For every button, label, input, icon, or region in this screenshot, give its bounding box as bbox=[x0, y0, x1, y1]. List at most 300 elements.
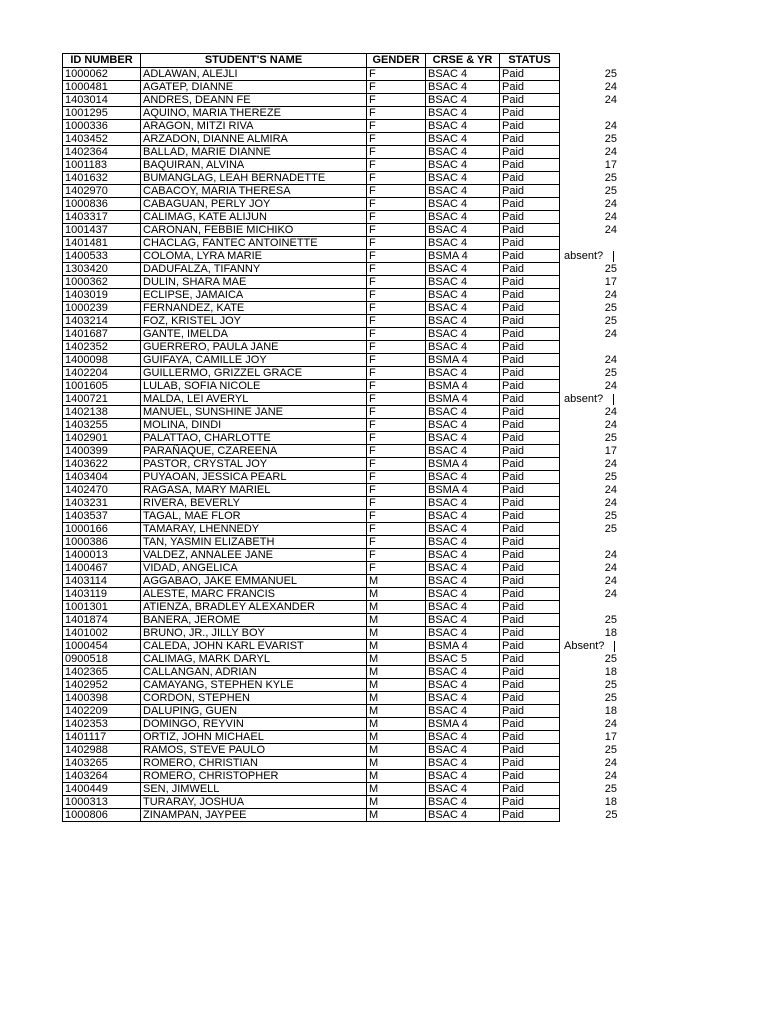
table-row bbox=[63, 380, 624, 393]
student-name-cell: FERNANDEZ, KATE bbox=[141, 302, 367, 315]
note-cell: 25 bbox=[604, 614, 617, 626]
course-year-cell: BSMA 4 bbox=[426, 718, 500, 731]
note-cell: 24 bbox=[604, 562, 617, 574]
table-row bbox=[63, 497, 624, 510]
id-number-cell: 1303420 bbox=[63, 263, 141, 276]
table-row bbox=[63, 718, 624, 731]
student-name-cell: TAN, YASMIN ELIZABETH bbox=[141, 536, 367, 549]
note-cell: 18 bbox=[604, 627, 617, 639]
gender-cell: F bbox=[367, 120, 426, 133]
student-name-cell: CALIMAG, MARK DARYL bbox=[141, 653, 367, 666]
student-name-cell: AQUINO, MARIA THEREZE bbox=[141, 107, 367, 120]
student-name-cell: MOLINA, DINDI bbox=[141, 419, 367, 432]
id-number-cell: 1402138 bbox=[63, 406, 141, 419]
course-year-cell: BSMA 4 bbox=[426, 250, 500, 263]
gender-cell: F bbox=[367, 159, 426, 172]
status-cell: Paid bbox=[500, 458, 560, 471]
course-year-cell: BSAC 4 bbox=[426, 562, 500, 575]
gender-cell: F bbox=[367, 510, 426, 523]
status-cell: Paid bbox=[500, 328, 560, 341]
course-year-cell: BSAC 4 bbox=[426, 68, 500, 81]
status-cell: Paid bbox=[500, 406, 560, 419]
gender-cell: F bbox=[367, 302, 426, 315]
status-cell: Paid bbox=[500, 614, 560, 627]
table-row bbox=[63, 614, 624, 627]
student-name-cell: AGATEP, DIANNE bbox=[141, 81, 367, 94]
student-name-cell: DADUFALZA, TIFANNY bbox=[141, 263, 367, 276]
gender-cell: F bbox=[367, 471, 426, 484]
id-number-cell: 1402204 bbox=[63, 367, 141, 380]
table-row bbox=[63, 302, 624, 315]
gender-cell: F bbox=[367, 315, 426, 328]
student-name-cell: PARAÑAQUE, CZAREENA bbox=[141, 445, 367, 458]
course-year-cell: BSAC 4 bbox=[426, 289, 500, 302]
student-name-cell: TURARAY, JOSHUA bbox=[141, 796, 367, 809]
id-number-cell: 1403317 bbox=[63, 211, 141, 224]
table-row bbox=[63, 198, 624, 211]
gender-cell: F bbox=[367, 81, 426, 94]
note-cell bbox=[560, 601, 624, 614]
note-cell bbox=[560, 237, 624, 250]
note-cell: 25 bbox=[604, 783, 617, 795]
gender-cell: F bbox=[367, 458, 426, 471]
id-number-cell: 1000836 bbox=[63, 198, 141, 211]
note-cell: 17 bbox=[604, 159, 617, 171]
gender-cell: M bbox=[367, 679, 426, 692]
note-cell: 24 bbox=[604, 380, 617, 392]
student-name-cell: BANERA, JEROME bbox=[141, 614, 367, 627]
gender-cell: F bbox=[367, 549, 426, 562]
course-year-cell: BSAC 4 bbox=[426, 107, 500, 120]
id-number-cell: 1403231 bbox=[63, 497, 141, 510]
table-row bbox=[63, 731, 624, 744]
note-cell: 25 bbox=[604, 172, 617, 184]
id-number-cell: 1400449 bbox=[63, 783, 141, 796]
id-number-cell: 1000336 bbox=[63, 120, 141, 133]
cursor-mark bbox=[613, 394, 614, 405]
id-number-cell: 1001183 bbox=[63, 159, 141, 172]
gender-cell: M bbox=[367, 731, 426, 744]
course-year-cell: BSAC 4 bbox=[426, 614, 500, 627]
status-cell: Paid bbox=[500, 81, 560, 94]
status-cell: Paid bbox=[500, 809, 560, 822]
status-cell: Paid bbox=[500, 211, 560, 224]
course-year-cell: BSAC 5 bbox=[426, 653, 500, 666]
id-number-cell: 1402470 bbox=[63, 484, 141, 497]
note-cell: 24 bbox=[604, 770, 617, 782]
id-number-cell: 1400398 bbox=[63, 692, 141, 705]
gender-cell: F bbox=[367, 289, 426, 302]
id-number-cell: 1001295 bbox=[63, 107, 141, 120]
gender-cell: F bbox=[367, 133, 426, 146]
course-year-cell: BSAC 4 bbox=[426, 185, 500, 198]
student-name-cell: CORDON, STEPHEN bbox=[141, 692, 367, 705]
id-number-cell: 1403255 bbox=[63, 419, 141, 432]
course-year-cell: BSAC 4 bbox=[426, 341, 500, 354]
gender-cell: F bbox=[367, 185, 426, 198]
course-year-cell: BSAC 4 bbox=[426, 445, 500, 458]
id-number-cell: 1402970 bbox=[63, 185, 141, 198]
gender-cell: M bbox=[367, 588, 426, 601]
table-row bbox=[63, 185, 624, 198]
status-cell: Paid bbox=[500, 783, 560, 796]
id-number-cell: 1000166 bbox=[63, 523, 141, 536]
id-number-cell: 1401117 bbox=[63, 731, 141, 744]
table-row bbox=[63, 81, 624, 94]
status-cell: Paid bbox=[500, 536, 560, 549]
gender-cell: F bbox=[367, 211, 426, 224]
course-year-cell: BSAC 4 bbox=[426, 588, 500, 601]
student-name-cell: TAGAL, MAE FLOR bbox=[141, 510, 367, 523]
id-number-cell: 1000362 bbox=[63, 276, 141, 289]
table-row bbox=[63, 354, 624, 367]
table-row bbox=[63, 419, 624, 432]
status-cell: Paid bbox=[500, 497, 560, 510]
course-year-cell: BSAC 4 bbox=[426, 705, 500, 718]
note-cell: 24 bbox=[604, 588, 617, 600]
gender-cell: F bbox=[367, 237, 426, 250]
note-cell: 17 bbox=[604, 445, 617, 457]
table-row bbox=[63, 289, 624, 302]
id-number-cell: 1403265 bbox=[63, 757, 141, 770]
id-number-cell: 1402988 bbox=[63, 744, 141, 757]
student-name-cell: VALDEZ, ANNALEE JANE bbox=[141, 549, 367, 562]
note-cell: 25 bbox=[604, 653, 617, 665]
table-row bbox=[63, 94, 624, 107]
note-cell: 25 bbox=[604, 133, 617, 145]
header-course-year: CRSE & YR bbox=[426, 54, 500, 68]
gender-cell: F bbox=[367, 172, 426, 185]
course-year-cell: BSAC 4 bbox=[426, 796, 500, 809]
id-number-cell: 1403404 bbox=[63, 471, 141, 484]
note-cell: 24 bbox=[604, 484, 617, 496]
student-name-cell: ARAGON, MITZI RIVA bbox=[141, 120, 367, 133]
id-number-cell: 1402352 bbox=[63, 341, 141, 354]
header-status: STATUS bbox=[500, 54, 560, 68]
student-name-cell: BAQUIRAN, ALVINA bbox=[141, 159, 367, 172]
gender-cell: F bbox=[367, 198, 426, 211]
course-year-cell: BSAC 4 bbox=[426, 757, 500, 770]
course-year-cell: BSAC 4 bbox=[426, 731, 500, 744]
student-name-cell: VIDAD, ANGELICA bbox=[141, 562, 367, 575]
note-cell: 25 bbox=[604, 523, 617, 535]
table-row bbox=[63, 133, 624, 146]
status-cell: Paid bbox=[500, 588, 560, 601]
id-number-cell: 1403019 bbox=[63, 289, 141, 302]
id-number-cell: 1401632 bbox=[63, 172, 141, 185]
course-year-cell: BSAC 4 bbox=[426, 328, 500, 341]
status-cell: Paid bbox=[500, 796, 560, 809]
status-cell: Paid bbox=[500, 354, 560, 367]
student-name-cell: DALUPING, GUEN bbox=[141, 705, 367, 718]
status-cell: Paid bbox=[500, 484, 560, 497]
table-row bbox=[63, 640, 624, 653]
table-row bbox=[63, 146, 624, 159]
table-row bbox=[63, 432, 624, 445]
status-cell: Paid bbox=[500, 679, 560, 692]
student-name-cell: RAMOS, STEVE PAULO bbox=[141, 744, 367, 757]
table-row bbox=[63, 315, 624, 328]
id-number-cell: 1403119 bbox=[63, 588, 141, 601]
note-cell: 25 bbox=[604, 471, 617, 483]
table-row bbox=[63, 796, 624, 809]
note-cell bbox=[560, 341, 624, 354]
table-row bbox=[63, 692, 624, 705]
student-name-cell: CARONAN, FEBBIE MICHIKO bbox=[141, 224, 367, 237]
course-year-cell: BSMA 4 bbox=[426, 354, 500, 367]
gender-cell: F bbox=[367, 224, 426, 237]
id-number-cell: 1402952 bbox=[63, 679, 141, 692]
gender-cell: F bbox=[367, 263, 426, 276]
table-row bbox=[63, 341, 624, 354]
note-cell: 18 bbox=[604, 796, 617, 808]
note-cell: 25 bbox=[604, 744, 617, 756]
course-year-cell: BSAC 4 bbox=[426, 237, 500, 250]
table-row bbox=[63, 783, 624, 796]
course-year-cell: BSAC 4 bbox=[426, 471, 500, 484]
status-cell: Paid bbox=[500, 744, 560, 757]
note-cell: 24 bbox=[604, 575, 617, 587]
course-year-cell: BSAC 4 bbox=[426, 94, 500, 107]
id-number-cell: 1401481 bbox=[63, 237, 141, 250]
table-row bbox=[63, 159, 624, 172]
id-number-cell: 1403264 bbox=[63, 770, 141, 783]
status-cell: Paid bbox=[500, 68, 560, 81]
course-year-cell: BSAC 4 bbox=[426, 744, 500, 757]
id-number-cell: 1401002 bbox=[63, 627, 141, 640]
id-number-cell: 1403622 bbox=[63, 458, 141, 471]
gender-cell: F bbox=[367, 94, 426, 107]
id-number-cell: 1001437 bbox=[63, 224, 141, 237]
status-cell: Paid bbox=[500, 146, 560, 159]
note-cell: 25 bbox=[604, 432, 617, 444]
course-year-cell: BSAC 4 bbox=[426, 198, 500, 211]
gender-cell: F bbox=[367, 276, 426, 289]
status-cell: Paid bbox=[500, 263, 560, 276]
note-cell: 24 bbox=[604, 94, 617, 106]
course-year-cell: BSMA 4 bbox=[426, 640, 500, 653]
table-row bbox=[63, 107, 624, 120]
note-cell: 17 bbox=[604, 276, 617, 288]
gender-cell: M bbox=[367, 796, 426, 809]
student-name-cell: ADLAWAN, ALEJLI bbox=[141, 68, 367, 81]
note-cell: 24 bbox=[604, 146, 617, 158]
note-cell: 18 bbox=[604, 705, 617, 717]
status-cell: Paid bbox=[500, 640, 560, 653]
table-row bbox=[63, 653, 624, 666]
gender-cell: M bbox=[367, 692, 426, 705]
note-cell: 25 bbox=[604, 302, 617, 314]
table-row bbox=[63, 276, 624, 289]
course-year-cell: BSAC 4 bbox=[426, 406, 500, 419]
status-cell: Paid bbox=[500, 445, 560, 458]
status-cell: Paid bbox=[500, 601, 560, 614]
status-cell: Paid bbox=[500, 380, 560, 393]
gender-cell: M bbox=[367, 601, 426, 614]
note-cell bbox=[560, 536, 624, 549]
id-number-cell: 1000806 bbox=[63, 809, 141, 822]
id-number-cell: 0900518 bbox=[63, 653, 141, 666]
gender-cell: F bbox=[367, 484, 426, 497]
course-year-cell: BSAC 4 bbox=[426, 692, 500, 705]
course-year-cell: BSAC 4 bbox=[426, 536, 500, 549]
id-number-cell: 1402901 bbox=[63, 432, 141, 445]
gender-cell: F bbox=[367, 328, 426, 341]
student-name-cell: CALIMAG, KATE ALIJUN bbox=[141, 211, 367, 224]
note-cell: 24 bbox=[604, 406, 617, 418]
course-year-cell: BSMA 4 bbox=[426, 484, 500, 497]
table-row bbox=[63, 393, 624, 406]
student-name-cell: CHACLAG, FANTEC ANTOINETTE bbox=[141, 237, 367, 250]
id-number-cell: 1400467 bbox=[63, 562, 141, 575]
header-gender: GENDER bbox=[367, 54, 426, 68]
status-cell: Paid bbox=[500, 549, 560, 562]
student-name-cell: ANDRES, DEANN FE bbox=[141, 94, 367, 107]
id-number-cell: 1403452 bbox=[63, 133, 141, 146]
course-year-cell: BSAC 4 bbox=[426, 432, 500, 445]
status-cell: Paid bbox=[500, 510, 560, 523]
table-row bbox=[63, 406, 624, 419]
status-cell: Paid bbox=[500, 523, 560, 536]
student-name-cell: PASTOR, CRYSTAL JOY bbox=[141, 458, 367, 471]
note-cell: 25 bbox=[604, 510, 617, 522]
student-name-cell: CABAGUAN, PERLY JOY bbox=[141, 198, 367, 211]
note-cell: 25 bbox=[604, 68, 617, 80]
note-cell: 24 bbox=[604, 289, 617, 301]
table-row bbox=[63, 172, 624, 185]
note-cell: 25 bbox=[605, 809, 618, 821]
note-cell: 25 bbox=[604, 315, 617, 327]
table-row bbox=[63, 666, 624, 679]
course-year-cell: BSAC 4 bbox=[426, 510, 500, 523]
gender-cell: F bbox=[367, 536, 426, 549]
status-cell: Paid bbox=[500, 757, 560, 770]
gender-cell: M bbox=[367, 809, 426, 822]
id-number-cell: 1400721 bbox=[63, 393, 141, 406]
note-cell: 24 bbox=[604, 549, 617, 561]
status-cell: Paid bbox=[500, 367, 560, 380]
student-table bbox=[62, 53, 624, 822]
student-name-cell: GUERRERO, PAULA JANE bbox=[141, 341, 367, 354]
note-cell: 24 bbox=[604, 224, 617, 236]
gender-cell: F bbox=[367, 367, 426, 380]
table-row bbox=[63, 510, 624, 523]
note-cell: 24 bbox=[604, 718, 617, 730]
id-number-cell: 1403214 bbox=[63, 315, 141, 328]
id-number-cell: 1000313 bbox=[63, 796, 141, 809]
gender-cell: M bbox=[367, 614, 426, 627]
course-year-cell: BSAC 4 bbox=[426, 276, 500, 289]
id-number-cell: 1403537 bbox=[63, 510, 141, 523]
cursor-mark bbox=[613, 251, 614, 262]
table-row bbox=[63, 211, 624, 224]
gender-cell: F bbox=[367, 562, 426, 575]
student-name-cell: BRUNO, JR., JILLY BOY bbox=[141, 627, 367, 640]
id-number-cell: 1001301 bbox=[63, 601, 141, 614]
student-name-cell: FOZ, KRISTEL JOY bbox=[141, 315, 367, 328]
status-cell: Paid bbox=[500, 107, 560, 120]
course-year-cell: BSAC 4 bbox=[426, 523, 500, 536]
note-cell: 18 bbox=[604, 666, 617, 678]
table-row bbox=[63, 575, 624, 588]
gender-cell: F bbox=[367, 380, 426, 393]
gender-cell: F bbox=[367, 497, 426, 510]
status-cell: Paid bbox=[500, 471, 560, 484]
course-year-cell: BSAC 4 bbox=[426, 146, 500, 159]
student-name-cell: MANUEL, SUNSHINE JANE bbox=[141, 406, 367, 419]
student-name-cell: ZINAMPAN, JAYPEE bbox=[141, 809, 367, 822]
gender-cell: F bbox=[367, 146, 426, 159]
status-cell: Paid bbox=[500, 718, 560, 731]
table-row bbox=[63, 523, 624, 536]
id-number-cell: 1000062 bbox=[63, 68, 141, 81]
student-name-cell: ECLIPSE, JAMAICA bbox=[141, 289, 367, 302]
id-number-cell: 1001605 bbox=[63, 380, 141, 393]
status-cell: Paid bbox=[500, 237, 560, 250]
status-cell: Paid bbox=[500, 133, 560, 146]
course-year-cell: BSAC 4 bbox=[426, 263, 500, 276]
id-number-cell: 1403014 bbox=[63, 94, 141, 107]
course-year-cell: BSAC 4 bbox=[426, 367, 500, 380]
status-cell: Paid bbox=[500, 172, 560, 185]
student-name-cell: ROMERO, CHRISTOPHER bbox=[141, 770, 367, 783]
status-cell: Paid bbox=[500, 562, 560, 575]
status-cell: Paid bbox=[500, 432, 560, 445]
status-cell: Paid bbox=[500, 250, 560, 263]
course-year-cell: BSAC 4 bbox=[426, 315, 500, 328]
student-name-cell: PALATTAO, CHARLOTTE bbox=[141, 432, 367, 445]
student-name-cell: ARZADON, DIANNE ALMIRA bbox=[141, 133, 367, 146]
student-name-cell: GUIFAYA, CAMILLE JOY bbox=[141, 354, 367, 367]
gender-cell: M bbox=[367, 653, 426, 666]
student-name-cell: ALESTE, MARC FRANCIS bbox=[141, 588, 367, 601]
status-cell: Paid bbox=[500, 731, 560, 744]
course-year-cell: BSAC 4 bbox=[426, 120, 500, 133]
student-name-cell: MALDA, LEI AVERYL bbox=[141, 393, 367, 406]
status-cell: Paid bbox=[500, 419, 560, 432]
status-cell: Paid bbox=[500, 692, 560, 705]
gender-cell: F bbox=[367, 393, 426, 406]
student-name-cell: CABACOY, MARIA THERESA bbox=[141, 185, 367, 198]
student-name-cell: SEN, JIMWELL bbox=[141, 783, 367, 796]
status-cell: Paid bbox=[500, 159, 560, 172]
table-row bbox=[63, 328, 624, 341]
id-number-cell: 1403114 bbox=[63, 575, 141, 588]
gender-cell: F bbox=[367, 445, 426, 458]
course-year-cell: BSAC 4 bbox=[426, 809, 500, 822]
course-year-cell: BSAC 4 bbox=[426, 627, 500, 640]
course-year-cell: BSAC 4 bbox=[426, 211, 500, 224]
student-name-cell: ROMERO, CHRISTIAN bbox=[141, 757, 367, 770]
course-year-cell: BSAC 4 bbox=[426, 224, 500, 237]
gender-cell: F bbox=[367, 107, 426, 120]
table-row bbox=[63, 549, 624, 562]
note-cell: 24 bbox=[604, 354, 617, 366]
student-name-cell: GUILLERMO, GRIZZEL GRACE bbox=[141, 367, 367, 380]
course-year-cell: BSAC 4 bbox=[426, 575, 500, 588]
note-cell: 25 bbox=[604, 185, 617, 197]
id-number-cell: 1402365 bbox=[63, 666, 141, 679]
note-cell: absent? bbox=[560, 393, 624, 406]
table-row bbox=[63, 757, 624, 770]
status-cell: Paid bbox=[500, 627, 560, 640]
gender-cell: M bbox=[367, 627, 426, 640]
id-number-cell: 1400533 bbox=[63, 250, 141, 263]
student-roster-sheet bbox=[62, 53, 624, 822]
course-year-cell: BSAC 4 bbox=[426, 770, 500, 783]
header-row bbox=[63, 54, 624, 68]
student-name-cell: CAMAYANG, STEPHEN KYLE bbox=[141, 679, 367, 692]
